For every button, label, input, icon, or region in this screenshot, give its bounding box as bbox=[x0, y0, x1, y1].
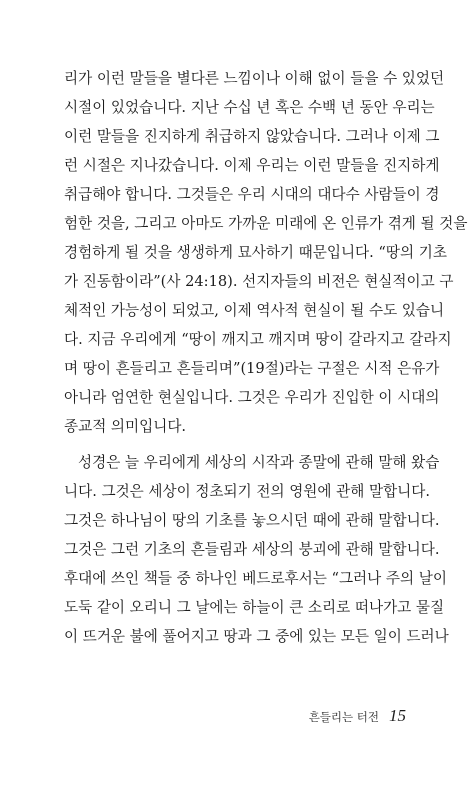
text-line: 험한 것을, 그리고 아마도 가까운 미래에 온 인류가 겪게 될 것을 bbox=[64, 215, 468, 232]
text-line: 종교적 의미입니다. bbox=[64, 418, 187, 435]
text-line: 가 진동함이라”(사 24:18). 선지자들의 비전은 현실적이고 구 bbox=[64, 273, 454, 290]
text-line: 취급해야 합니다. 그것들은 우리 시대의 대다수 사람들이 경 bbox=[64, 186, 440, 203]
text-line: 리가 이런 말들을 별다른 느낌이나 이해 없이 들을 수 있었던 bbox=[64, 70, 445, 87]
page-footer bbox=[309, 706, 406, 726]
text-line: 도둑 같이 오리니 그 날에는 하늘이 큰 소리로 떠나가고 물질 bbox=[64, 599, 445, 616]
text-line: 그것은 그런 기초의 흔들림과 세상의 붕괴에 관해 말합니다. bbox=[64, 541, 440, 558]
text-line: 며 땅이 흔들리고 흔들리며”(19절)라는 구절은 시적 은유가 bbox=[64, 360, 440, 377]
text-line: 이런 말들을 진지하게 취급하지 않았습니다. 그러나 이제 그 bbox=[64, 128, 440, 145]
body-paragraph-2 bbox=[64, 448, 449, 651]
text-line: 이 뜨거운 불에 풀어지고 땅과 그 중에 있는 모든 일이 드러나 bbox=[64, 628, 449, 645]
body-paragraph-1 bbox=[64, 64, 468, 441]
text-line: 성경은 늘 우리에게 세상의 시작과 종말에 관해 말해 왔습 bbox=[78, 454, 440, 471]
text-line: 런 시절은 지나갔습니다. 이제 우리는 이런 말들을 진지하게 bbox=[64, 157, 440, 174]
text-line: 그것은 하나님이 땅의 기초를 놓으시던 때에 관해 말합니다. bbox=[64, 512, 440, 529]
text-line: 경험하게 될 것을 생생하게 묘사하기 때문입니다. “땅의 기초 bbox=[64, 244, 447, 261]
text-line: 다. 지금 우리에게 “땅이 깨지고 깨지며 땅이 갈라지고 갈라지 bbox=[64, 331, 452, 348]
running-title: 흔들리는 터전 bbox=[308, 710, 379, 724]
text-line: 체적인 가능성이 되었고, 이제 역사적 현실이 될 수도 있습니 bbox=[64, 302, 445, 319]
text-line: 아니라 엄연한 현실입니다. 그것은 우리가 진입한 이 시대의 bbox=[64, 389, 440, 406]
text-line: 니다. 그것은 세상이 정초되기 전의 영원에 관해 말합니다. bbox=[64, 483, 430, 500]
text-line: 후대에 쓰인 책들 중 하나인 베드로후서는 “그러나 주의 날이 bbox=[64, 570, 447, 587]
text-line: 시절이 있었습니다. 지난 수십 년 혹은 수백 년 동안 우리는 bbox=[64, 99, 435, 116]
page-number: 15 bbox=[389, 706, 406, 725]
